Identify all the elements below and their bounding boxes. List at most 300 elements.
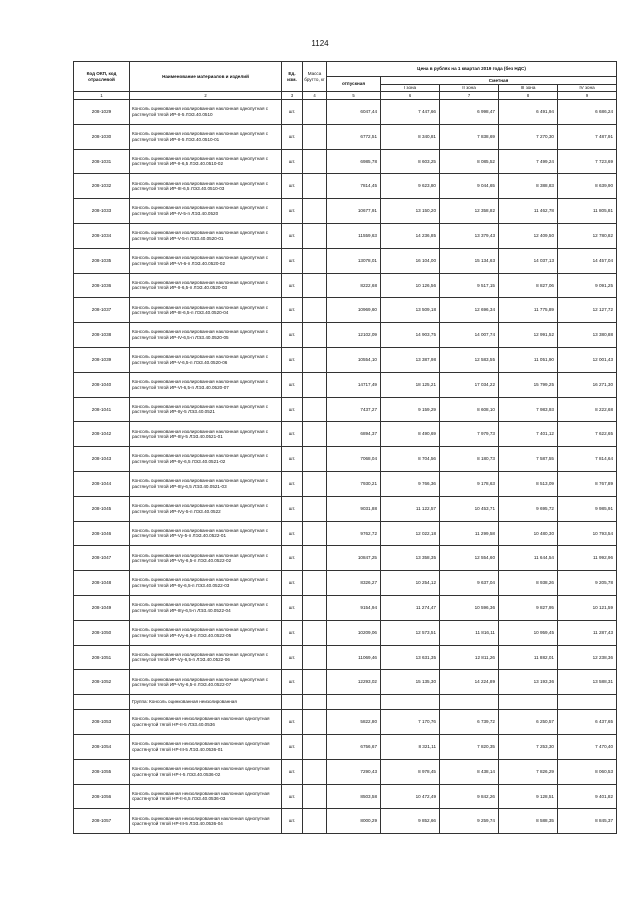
table-row: [74, 347, 617, 372]
table-row: [74, 784, 617, 809]
column-number: 7: [440, 92, 499, 100]
price-zone-3: 9 827,95: [499, 595, 558, 620]
header-zone-1: I зона: [381, 85, 440, 92]
table-row: [74, 372, 617, 397]
price-zone-2: 14 224,89: [440, 670, 499, 695]
column-number: 3: [282, 92, 303, 100]
price-zone-1: 9 852,66: [381, 809, 440, 834]
price-zone-3: 10 959,45: [499, 620, 558, 645]
mass-cell: [303, 100, 327, 125]
product-name: Консоль оцинкованная изолированная наклонная однопутная с растянутой тягой ИР-VIу-6,5-п ЛЭЗ.40.0522-02: [130, 546, 282, 571]
price-zone-4: 8 767,89: [558, 471, 617, 496]
price-zone-4: 12 780,82: [558, 223, 617, 248]
table-row: [74, 397, 617, 422]
price-zone-4: 11 805,81: [558, 199, 617, 224]
header-name: Наименование материалов и изделий: [130, 62, 282, 92]
price-zone-4: 9 091,25: [558, 273, 617, 298]
unit-cell: шт.: [282, 447, 303, 472]
price-zone-3: 9 128,51: [499, 784, 558, 809]
price-zone-3: 8 827,06: [499, 273, 558, 298]
price-zone-3: 7 401,12: [499, 422, 558, 447]
price-zone-2: 12 554,60: [440, 546, 499, 571]
product-name: Консоль оцинкованная изолированная наклонная однопутная с растянутой тягой ИР-II-5 ЛЭЗ.40.0510-01: [130, 124, 282, 149]
product-name: Консоль оцинкованная изолированная наклонная однопутная с растянутой тягой ИР-III-6,5 ЛЭЗ.40.0510-03: [130, 174, 282, 199]
price-zone-2: 8 438,14: [440, 759, 499, 784]
price-zone-1: 7 170,76: [381, 710, 440, 735]
header-code: Код ОКП, код отраслевой: [74, 62, 130, 92]
unit-cell: шт.: [282, 298, 303, 323]
group-row: [74, 695, 617, 710]
unit-cell: шт.: [282, 784, 303, 809]
mass-cell: [303, 595, 327, 620]
product-code: 208-1038: [74, 323, 130, 348]
unit-cell: шт.: [282, 124, 303, 149]
product-code: 208-1036: [74, 273, 130, 298]
product-name: Консоль оцинкованная изолированная наклонная однопутная с растянутой тягой ИР-IIу-5 ЛЭЗ.40.0521: [130, 397, 282, 422]
mass-cell: [303, 323, 327, 348]
table-row: [74, 521, 617, 546]
table-row: [74, 710, 617, 735]
column-number: 8: [499, 92, 558, 100]
header-zone-2: II зона: [440, 85, 499, 92]
column-number-row: [74, 92, 617, 100]
price-zone-2: 12 696,34: [440, 298, 499, 323]
header-zone-4: IV зона: [558, 85, 617, 92]
price-zone-1: 11 122,57: [381, 496, 440, 521]
release-price: 7814,45: [327, 174, 381, 199]
price-zone-3: 15 799,25: [499, 372, 558, 397]
mass-cell: [303, 273, 327, 298]
product-name: Консоль оцинкованная изолированная наклонная однопутная с растянутой тягой ИР-Vу-6,5-п ЛЭЗ.40.0522-06: [130, 645, 282, 670]
price-zone-3: 6 491,94: [499, 100, 558, 125]
release-price: 6772,51: [327, 124, 381, 149]
price-zone-1: 10 254,12: [381, 571, 440, 596]
product-code: 208-1051: [74, 645, 130, 670]
product-code: 208-1049: [74, 595, 130, 620]
table-row: [74, 645, 617, 670]
price-zone-2: 13 379,43: [440, 223, 499, 248]
price-zone-2: 9 842,26: [440, 784, 499, 809]
product-code: 208-1053: [74, 710, 130, 735]
price-zone-4: 8 639,90: [558, 174, 617, 199]
product-name: Консоль оцинкованная изолированная наклонная однопутная с растянутой тягой ИР-IIIу-6,5 ЛЭЗ.40.0521-03: [130, 471, 282, 496]
price-zone-3: 12 991,52: [499, 323, 558, 348]
price-zone-1: 18 125,21: [381, 372, 440, 397]
product-code: 208-1035: [74, 248, 130, 273]
table-row: [74, 149, 617, 174]
price-zone-3: 7 587,55: [499, 447, 558, 472]
unit-cell: шт.: [282, 645, 303, 670]
release-price: 8326,27: [327, 571, 381, 596]
price-zone-1: 15 135,30: [381, 670, 440, 695]
product-name: Консоль оцинкованная изолированная наклонная однопутная с растянутой тягой ИР-II-6,5-п ЛЭЗ.40.0520-03: [130, 273, 282, 298]
price-zone-4: 10 793,54: [558, 521, 617, 546]
mass-cell: [303, 372, 327, 397]
release-price: 10554,10: [327, 347, 381, 372]
column-number: 6: [381, 92, 440, 100]
product-code: 208-1037: [74, 298, 130, 323]
price-zone-2: 9 517,15: [440, 273, 499, 298]
product-name: Консоль оцинкованная изолированная наклонная однопутная с растянутой тягой ИР-Vу-5-п ЛЭЗ.40.0522-01: [130, 521, 282, 546]
mass-cell: [303, 670, 327, 695]
release-price: 11559,63: [327, 223, 381, 248]
price-zone-3: 8 388,83: [499, 174, 558, 199]
release-price: 8000,29: [327, 809, 381, 834]
price-zone-1: 8 321,11: [381, 734, 440, 759]
mass-cell: [303, 248, 327, 273]
unit-cell: шт.: [282, 670, 303, 695]
product-name: Консоль оцинкованная изолированная наклонная однопутная с растянутой тягой ИР-IV-6,5-п ЛЭЗ.40.0520-05: [130, 323, 282, 348]
product-name: Консоль оцинкованная изолированная наклонная однопутная с растянутой тягой ИР-V-6,5-п ЛЭЗ.40.0520-06: [130, 347, 282, 372]
release-price: 6985,78: [327, 149, 381, 174]
price-zone-1: 10 126,56: [381, 273, 440, 298]
unit-cell: шт.: [282, 273, 303, 298]
price-zone-3: 11 882,01: [499, 645, 558, 670]
price-zone-3: 7 253,30: [499, 734, 558, 759]
price-zone-3: 8 938,26: [499, 571, 558, 596]
price-zone-3: 7 983,93: [499, 397, 558, 422]
mass-cell: [303, 223, 327, 248]
price-zone-3: 6 250,57: [499, 710, 558, 735]
price-zone-2: 15 134,63: [440, 248, 499, 273]
mass-cell: [303, 571, 327, 596]
price-zone-4: 8 845,37: [558, 809, 617, 834]
product-name: Консоль оцинкованная изолированная наклонная однопутная с растянутой тягой ИР-VIу-6,5-п ЛЭЗ.40.0522-07: [130, 670, 282, 695]
table-row: [74, 174, 617, 199]
price-zone-2: 12 583,55: [440, 347, 499, 372]
product-name: Консоль оцинкованная изолированная наклонная однопутная с растянутой тягой ИР-VI-6,5-п ЛЭЗ.40.0520-07: [130, 372, 282, 397]
release-price: 9031,88: [327, 496, 381, 521]
price-zone-3: 10 480,30: [499, 521, 558, 546]
price-zone-1: 10 472,49: [381, 784, 440, 809]
unit-cell: шт.: [282, 571, 303, 596]
price-zone-2: 9 637,04: [440, 571, 499, 596]
price-zone-2: 7 838,69: [440, 124, 499, 149]
price-zone-2: 7 820,35: [440, 734, 499, 759]
price-zone-1: 8 340,81: [381, 124, 440, 149]
price-zone-2: 10 596,36: [440, 595, 499, 620]
price-zone-4: 6 686,24: [558, 100, 617, 125]
unit-cell: шт.: [282, 199, 303, 224]
price-zone-2: 17 034,22: [440, 372, 499, 397]
product-code: 208-1042: [74, 422, 130, 447]
header-mass: Масса брутто, кг: [303, 62, 327, 92]
release-price: 7290,43: [327, 759, 381, 784]
release-price: 11069,46: [327, 645, 381, 670]
price-zone-2: 11 816,11: [440, 620, 499, 645]
price-zone-4: 8 222,68: [558, 397, 617, 422]
table-row: [74, 223, 617, 248]
price-zone-1: 16 104,00: [381, 248, 440, 273]
price-table: [73, 61, 617, 834]
price-zone-4: 11 992,96: [558, 546, 617, 571]
mass-cell: [303, 496, 327, 521]
price-zone-2: 7 979,73: [440, 422, 499, 447]
product-code: 208-1057: [74, 809, 130, 834]
price-zone-1: 13 631,35: [381, 645, 440, 670]
header-zone-3: III зона: [499, 85, 558, 92]
price-zone-2: 11 299,58: [440, 521, 499, 546]
release-price: 10209,06: [327, 620, 381, 645]
price-zone-3: 11 775,89: [499, 298, 558, 323]
table-group-row-wrap: [74, 695, 617, 710]
release-price: 9762,72: [327, 521, 381, 546]
price-zone-4: 12 001,43: [558, 347, 617, 372]
price-zone-1: 13 509,18: [381, 298, 440, 323]
column-number: 5: [327, 92, 381, 100]
price-zone-1: 14 903,75: [381, 323, 440, 348]
price-zone-4: 8 060,53: [558, 759, 617, 784]
table-row: [74, 124, 617, 149]
table-row: [74, 759, 617, 784]
price-zone-1: 12 573,51: [381, 620, 440, 645]
release-price: 6756,67: [327, 734, 381, 759]
product-code: 208-1045: [74, 496, 130, 521]
price-zone-4: 9 401,82: [558, 784, 617, 809]
price-zone-1: 8 490,69: [381, 422, 440, 447]
unit-cell: шт.: [282, 809, 303, 834]
price-zone-3: 11 644,54: [499, 546, 558, 571]
price-zone-1: 9 159,29: [381, 397, 440, 422]
column-number: 1: [74, 92, 130, 100]
price-zone-4: 12 238,36: [558, 645, 617, 670]
table-row: [74, 298, 617, 323]
price-zone-1: 13 387,98: [381, 347, 440, 372]
price-zone-1: 13 150,20: [381, 199, 440, 224]
release-price: 7437,27: [327, 397, 381, 422]
group-label: Группа: Консоль оцинкованная неизолированная: [130, 695, 282, 710]
price-zone-1: 8 704,56: [381, 447, 440, 472]
price-zone-2: 9 178,63: [440, 471, 499, 496]
product-code: 208-1041: [74, 397, 130, 422]
price-zone-2: 12 811,26: [440, 645, 499, 670]
column-number: 2: [130, 92, 282, 100]
price-zone-2: 6 998,47: [440, 100, 499, 125]
price-zone-3: 13 193,36: [499, 670, 558, 695]
product-code: 208-1029: [74, 100, 130, 125]
release-price: 12102,09: [327, 323, 381, 348]
product-code: 208-1033: [74, 199, 130, 224]
table-row: [74, 620, 617, 645]
product-code: 208-1039: [74, 347, 130, 372]
unit-cell: шт.: [282, 149, 303, 174]
price-zone-4: 16 271,30: [558, 372, 617, 397]
mass-cell: [303, 447, 327, 472]
price-zone-1: 8 603,25: [381, 149, 440, 174]
price-zone-4: 10 121,59: [558, 595, 617, 620]
table-row: [74, 670, 617, 695]
table-row: [74, 100, 617, 125]
mass-cell: [303, 546, 327, 571]
product-code: 208-1056: [74, 784, 130, 809]
price-zone-1: 14 236,85: [381, 223, 440, 248]
price-zone-2: 14 007,74: [440, 323, 499, 348]
price-zone-1: 13 358,35: [381, 546, 440, 571]
release-price: 13078,01: [327, 248, 381, 273]
unit-cell: шт.: [282, 372, 303, 397]
price-zone-3: 11 051,90: [499, 347, 558, 372]
unit-cell: шт.: [282, 323, 303, 348]
product-code: 208-1054: [74, 734, 130, 759]
price-zone-1: 11 274,47: [381, 595, 440, 620]
product-code: 208-1055: [74, 759, 130, 784]
product-name: Консоль оцинкованная изолированная наклонная однопутная с растянутой тягой ИР-IVу-6,5-п ЛЭЗ.40.0522-05: [130, 620, 282, 645]
unit-cell: шт.: [282, 248, 303, 273]
release-price: 14717,49: [327, 372, 381, 397]
release-price: 10677,91: [327, 199, 381, 224]
release-price: 8503,58: [327, 784, 381, 809]
mass-cell: [303, 298, 327, 323]
price-zone-3: 12 409,50: [499, 223, 558, 248]
price-zone-4: 11 287,43: [558, 620, 617, 645]
price-zone-3: 14 037,13: [499, 248, 558, 273]
release-price: 10969,60: [327, 298, 381, 323]
release-price: 5822,80: [327, 710, 381, 735]
unit-cell: шт.: [282, 496, 303, 521]
unit-cell: шт.: [282, 521, 303, 546]
table-row: [74, 422, 617, 447]
mass-cell: [303, 521, 327, 546]
mass-cell: [303, 174, 327, 199]
price-zone-3: 11 462,78: [499, 199, 558, 224]
mass-cell: [303, 710, 327, 735]
unit-cell: шт.: [282, 174, 303, 199]
price-zone-2: 6 739,72: [440, 710, 499, 735]
header-estimate: Сметная: [381, 77, 617, 85]
price-zone-3: 8 513,09: [499, 471, 558, 496]
price-zone-1: 9 766,36: [381, 471, 440, 496]
price-zone-1: 8 978,45: [381, 759, 440, 784]
price-zone-2: 12 358,82: [440, 199, 499, 224]
price-zone-4: 14 457,04: [558, 248, 617, 273]
price-zone-1: 12 022,18: [381, 521, 440, 546]
product-code: 208-1030: [74, 124, 130, 149]
product-name: Консоль оцинкованная изолированная наклонная однопутная с растянутой тягой ИР-IIIу-5 ЛЭЗ.40.0521-01: [130, 422, 282, 447]
unit-cell: шт.: [282, 100, 303, 125]
product-name: Консоль оцинкованная изолированная наклонная однопутная с растянутой тягой ИР-III-6,5-п ЛЭЗ.40.0520-04: [130, 298, 282, 323]
mass-cell: [303, 422, 327, 447]
page-number: 1124: [311, 39, 329, 48]
unit-cell: шт.: [282, 397, 303, 422]
mass-cell: [303, 397, 327, 422]
price-zone-3: 7 270,30: [499, 124, 558, 149]
price-zone-2: 8 180,73: [440, 447, 499, 472]
mass-cell: [303, 734, 327, 759]
table-row: [74, 199, 617, 224]
product-code: 208-1048: [74, 571, 130, 596]
price-zone-1: 9 623,80: [381, 174, 440, 199]
product-name: Консоль оцинкованная неизолированная наклонная однопутная срастянутой тягой НР-III-5 ЛЭЗ.40.0536-01: [130, 734, 282, 759]
product-name: Консоль оцинкованная изолированная наклонная однопутная с растянутой тягой ИР-II-6,5 ЛЭЗ.40.0510-02: [130, 149, 282, 174]
table-row: [74, 273, 617, 298]
unit-cell: шт.: [282, 422, 303, 447]
unit-cell: шт.: [282, 710, 303, 735]
product-name: Консоль оцинкованная изолированная наклонная однопутная с растянутой тягой ИР-V-5-п ЛЭЗ.40.0520-01: [130, 223, 282, 248]
unit-cell: шт.: [282, 595, 303, 620]
product-code: 208-1040: [74, 372, 130, 397]
mass-cell: [303, 809, 327, 834]
unit-cell: шт.: [282, 347, 303, 372]
product-code: 208-1050: [74, 620, 130, 645]
mass-cell: [303, 759, 327, 784]
release-price: 7068,04: [327, 447, 381, 472]
product-name: Консоль оцинкованная неизолированная наклонная однопутная срастянутой тягой НР-II-5 ЛЭЗ.40.0536: [130, 710, 282, 735]
header-release-price: отпускная: [327, 77, 381, 92]
product-code: 208-1032: [74, 174, 130, 199]
table-row: [74, 447, 617, 472]
release-price: 9154,94: [327, 595, 381, 620]
product-name: Консоль оцинкованная изолированная наклонная однопутная с растянутой тягой ИР-IVу-5-п ЛЭЗ.40.0522: [130, 496, 282, 521]
price-zone-3: 9 695,72: [499, 496, 558, 521]
table-row: [74, 571, 617, 596]
product-name: Консоль оцинкованная изолированная наклонная однопутная с растянутой тягой ИР-IIу-6,5-п ЛЭЗ.40.0522-03: [130, 571, 282, 596]
price-zone-2: 9 259,74: [440, 809, 499, 834]
unit-cell: шт.: [282, 471, 303, 496]
price-zone-3: 7 826,29: [499, 759, 558, 784]
mass-cell: [303, 645, 327, 670]
table-row: [74, 595, 617, 620]
price-zone-3: 7 499,24: [499, 149, 558, 174]
price-zone-4: 6 437,65: [558, 710, 617, 735]
mass-cell: [303, 124, 327, 149]
table-row: [74, 323, 617, 348]
price-zone-4: 12 127,72: [558, 298, 617, 323]
mass-cell: [303, 149, 327, 174]
unit-cell: шт.: [282, 734, 303, 759]
price-zone-2: 10 453,71: [440, 496, 499, 521]
header-unit: Ед. изм.: [282, 62, 303, 92]
price-zone-4: 13 380,88: [558, 323, 617, 348]
release-price: 7930,21: [327, 471, 381, 496]
column-number: 9: [558, 92, 617, 100]
table-row: [74, 809, 617, 834]
release-price: 6047,44: [327, 100, 381, 125]
price-zone-2: 9 044,65: [440, 174, 499, 199]
price-zone-4: 7 487,91: [558, 124, 617, 149]
product-code: 208-1047: [74, 546, 130, 571]
unit-cell: шт.: [282, 620, 303, 645]
release-price: 6894,37: [327, 422, 381, 447]
column-number: 4: [303, 92, 327, 100]
unit-cell: шт.: [282, 759, 303, 784]
price-zone-4: 13 588,31: [558, 670, 617, 695]
mass-cell: [303, 347, 327, 372]
mass-cell: [303, 784, 327, 809]
product-code: 208-1046: [74, 521, 130, 546]
product-code: 208-1031: [74, 149, 130, 174]
table-body-insulated: [74, 100, 617, 695]
price-zone-4: 7 814,64: [558, 447, 617, 472]
product-name: Консоль оцинкованная изолированная наклонная однопутная с растянутой тягой ИР-II-5 ЛЭЗ.40.0510: [130, 100, 282, 125]
product-code: 208-1034: [74, 223, 130, 248]
price-zone-2: 8 608,10: [440, 397, 499, 422]
price-zone-4: 7 470,40: [558, 734, 617, 759]
table-row: [74, 496, 617, 521]
product-name: Консоль оцинкованная неизолированная наклонная однопутная срастянутой тягой НР-I-5 ЛЭЗ.40.0536-02: [130, 759, 282, 784]
unit-cell: шт.: [282, 223, 303, 248]
product-name: Консоль оцинкованная изолированная наклонная однопутная с растянутой тягой ИР-IIу-6,5 ЛЭЗ.40.0521-02: [130, 447, 282, 472]
product-name: Консоль оцинкованная неизолированная наклонная однопутная срастянутой тягой НР-III-5 ЛЭЗ.40.0536-04: [130, 809, 282, 834]
product-code: 208-1044: [74, 471, 130, 496]
table-body-noninsulated: [74, 710, 617, 834]
table-row: [74, 248, 617, 273]
table-row: [74, 471, 617, 496]
release-price: 12293,02: [327, 670, 381, 695]
product-name: Консоль оцинкованная изолированная наклонная однопутная с растянутой тягой ИР-VI-6-п ЛЭЗ.40.0520-02: [130, 248, 282, 273]
mass-cell: [303, 199, 327, 224]
product-name: Консоль оцинкованная изолированная наклонная однопутная с растянутой тягой ИР-IIIу-6,5-п ЛЭЗ.40.0522-04: [130, 595, 282, 620]
price-zone-1: 7 447,66: [381, 100, 440, 125]
